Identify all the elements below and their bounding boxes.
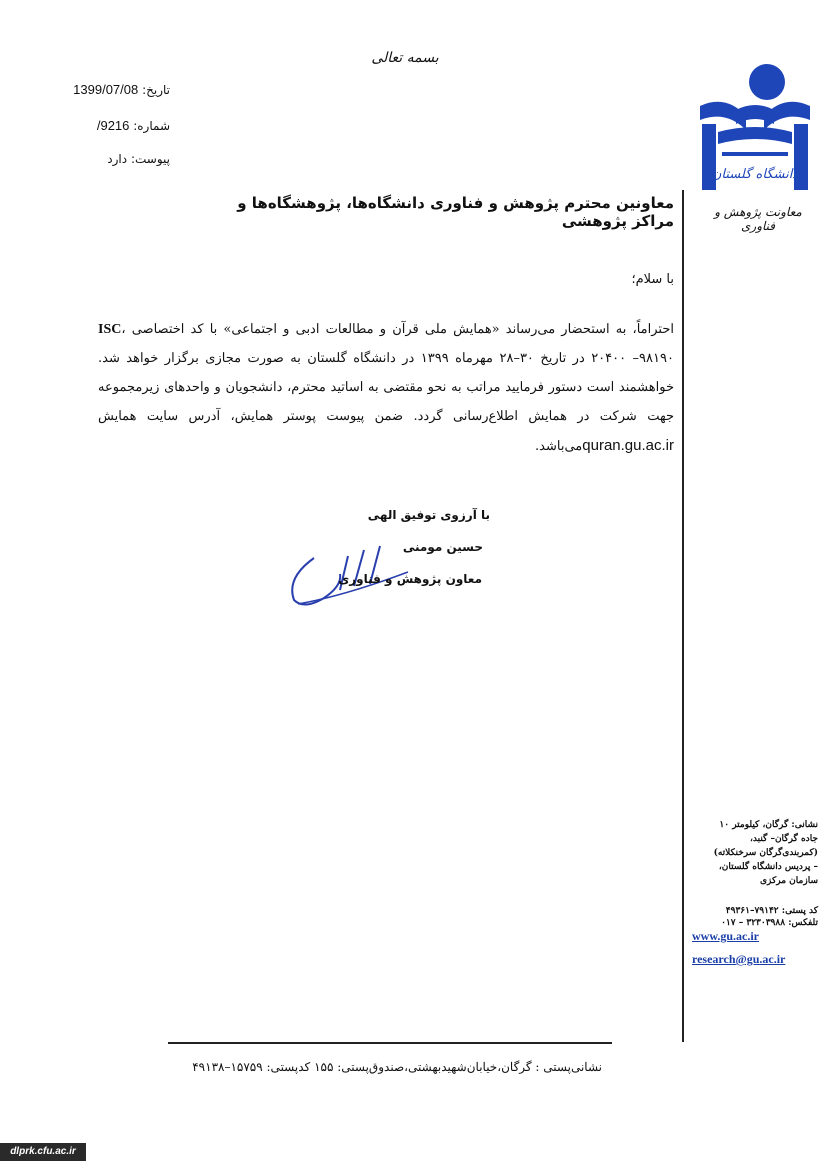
greeting: با سلام؛	[631, 272, 674, 287]
signatory-title: معاون پژوهش و فناوری	[338, 572, 482, 586]
footer-address: نشانی‌پستی : گرگان،خیابان‌شهیدبهشتی،صندوق‌پستی: ۱۵۵ کدپستی: ۱۵۷۵۹–۴۹۱۳۸	[192, 1060, 602, 1074]
address-line: (کمربندی‌گرگان سرخنکلاته)	[713, 848, 818, 858]
date-row	[40, 82, 170, 97]
closing-phrase: با آرزوی توفیق الهی	[367, 508, 490, 522]
body-part-1: احتراماً، به استحضار می‌رساند «همایش ملی قرآن و مطالعات ادبی و اجتماعی» با کد اختصاصی	[125, 322, 674, 337]
attachment-label: پیوست:	[130, 152, 170, 166]
vertical-divider	[682, 190, 684, 1042]
recipient-line: معاونین محترم پژوهش و فناوری دانشگاه‌ها، پژوهشگاه‌ها و مراکز پژوهشی	[237, 194, 674, 230]
footer-divider	[168, 1042, 612, 1044]
isc-code: ISC	[98, 322, 122, 337]
date-value: 1399/07/08	[73, 82, 139, 97]
body-part-3: می‌باشد.	[535, 439, 583, 454]
letter-body	[98, 315, 674, 461]
conference-url[interactable]: quran.gu.ac.ir	[582, 437, 674, 454]
address-line: سازمان مرکزی	[759, 876, 818, 886]
address-line: نشانی: گرگان، کیلومتر ۱۰	[719, 820, 818, 830]
address-line: – پردیس دانشگاه گلستان،	[718, 862, 818, 872]
attachment-value: دارد	[107, 152, 128, 166]
basmala: بسمه تعالی	[371, 50, 439, 66]
number-row	[40, 118, 170, 133]
email-link[interactable]: research@gu.ac.ir	[692, 952, 786, 966]
body-part-2: ، ۲۰۴۰۰ –۹۸۱۹۰ در تاریخ ۳۰–۲۸ مهرماه ۱۳۹۹ در دانشگاه گلستان به صورت مجازی برگزار خواهد شد. خواهشمند است دستور فرمایید مراتب به نحو مقتضی به اساتید محترم، دانشجویان و واحدهای زیرمجموعه جهت شرکت در همایش اطلاع‌رسانی گردد. ضمن پیوست پوستر همایش، آدرس سایت همایش	[98, 322, 674, 424]
website-link[interactable]: www.gu.ac.ir	[692, 929, 759, 943]
watermark-badge: dlprk.cfu.ac.ir	[0, 1143, 86, 1161]
side-address	[688, 818, 818, 888]
phone-fax: تلفکس: ۳۲۳۰۳۹۸۸ – ۰۱۷	[721, 918, 818, 928]
side-contact	[688, 905, 818, 929]
number-value: 9216/	[96, 118, 130, 133]
logo-caption: معاونت پژوهش و فناوری	[714, 205, 802, 233]
attachment-row	[40, 152, 170, 166]
signatory-name: حسین مومنی	[402, 540, 483, 554]
date-label: تاریخ:	[142, 83, 170, 97]
address-line: جاده گرگان– گنبد،	[749, 834, 818, 844]
postal-code: کد پستی: ۷۹۱۴۲–۴۹۳۶۱	[725, 906, 818, 916]
number-label: شماره:	[133, 119, 170, 133]
golestan-university-logo	[696, 60, 814, 195]
logo-name: دانشگاه گلستان	[711, 167, 799, 182]
